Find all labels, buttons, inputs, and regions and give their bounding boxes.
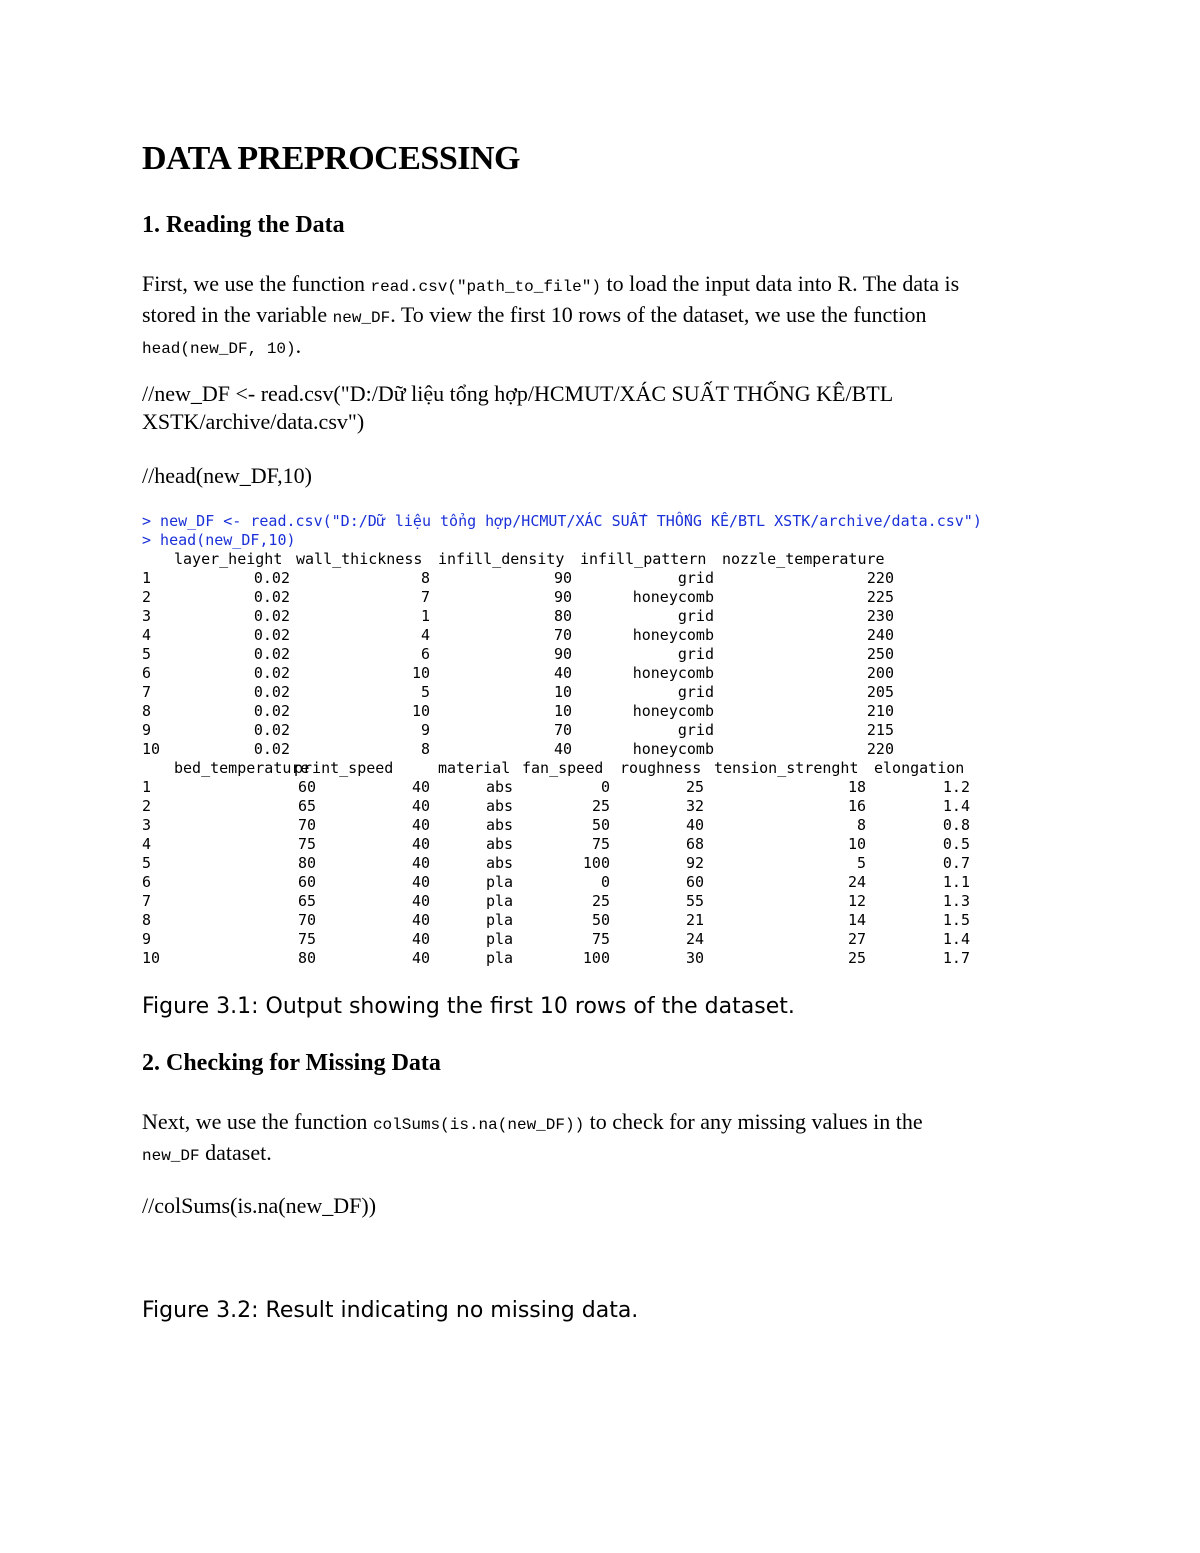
table-cell: 240 bbox=[866, 626, 894, 644]
section-1-heading: 1. Reading the Data bbox=[142, 212, 345, 238]
table-cell: 40 bbox=[411, 873, 430, 891]
column-header: bed_temperature bbox=[174, 759, 310, 777]
table-cell: 4 bbox=[420, 626, 430, 644]
table-cell: 60 bbox=[297, 778, 316, 796]
row-index: 10 bbox=[142, 740, 161, 758]
table-cell: 1.3 bbox=[942, 892, 970, 910]
table-cell: abs bbox=[486, 797, 514, 815]
table-cell: 0.5 bbox=[942, 835, 970, 853]
paragraph-line-3: head(new_DF, 10). bbox=[142, 333, 302, 358]
row-index: 1 bbox=[142, 778, 152, 796]
code-comment-colsums: //colSums(is.na(new_DF)) bbox=[142, 1193, 377, 1218]
table-cell: 50 bbox=[591, 816, 610, 834]
table-cell: 100 bbox=[582, 854, 610, 872]
table-cell: grid bbox=[677, 721, 714, 739]
table-cell: abs bbox=[486, 778, 514, 796]
table-cell: 27 bbox=[847, 930, 866, 948]
paragraph-line-2: new_DF dataset. bbox=[142, 1140, 272, 1165]
table-cell: abs bbox=[486, 854, 514, 872]
table-cell: 70 bbox=[553, 721, 572, 739]
table-cell: 220 bbox=[866, 569, 894, 587]
table-row bbox=[142, 949, 1042, 968]
table-cell: 40 bbox=[411, 892, 430, 910]
table-cell: 10 bbox=[553, 683, 572, 701]
table-cell: 40 bbox=[553, 740, 572, 758]
table-cell: 0.02 bbox=[253, 664, 290, 682]
table-row bbox=[142, 835, 1042, 854]
page-title: DATA PREPROCESSING bbox=[142, 140, 520, 177]
table-row bbox=[142, 626, 1042, 645]
paragraph-line-1: Next, we use the function colSums(is.na(new_DF)) to check for any missing values in the bbox=[142, 1109, 923, 1134]
table-cell: 16 bbox=[847, 797, 866, 815]
table-cell: 68 bbox=[685, 835, 704, 853]
table-cell: grid bbox=[677, 607, 714, 625]
table-cell: 75 bbox=[591, 835, 610, 853]
code-comment-read-csv bbox=[142, 380, 893, 436]
row-index: 7 bbox=[142, 892, 152, 910]
table-cell: 32 bbox=[685, 797, 704, 815]
table-cell: 8 bbox=[420, 569, 430, 587]
table-cell: 40 bbox=[553, 664, 572, 682]
table-cell: abs bbox=[486, 816, 514, 834]
table-cell: 5 bbox=[420, 683, 430, 701]
table-row bbox=[142, 797, 1042, 816]
table-cell: 70 bbox=[553, 626, 572, 644]
table-cell: 80 bbox=[297, 854, 316, 872]
table-cell: 14 bbox=[847, 911, 866, 929]
table-cell: 215 bbox=[866, 721, 894, 739]
table-cell: 0.02 bbox=[253, 626, 290, 644]
table-cell: 1.2 bbox=[942, 778, 970, 796]
table-cell: 1.7 bbox=[942, 949, 970, 967]
table-cell: 9 bbox=[420, 721, 430, 739]
table-cell: 1.4 bbox=[942, 797, 970, 815]
column-header: layer_height bbox=[174, 550, 283, 568]
table-cell: 1 bbox=[420, 607, 430, 625]
table-cell: 1.5 bbox=[942, 911, 970, 929]
table-cell: 1.1 bbox=[942, 873, 970, 891]
table-cell: 70 bbox=[297, 816, 316, 834]
table-cell: 0.02 bbox=[253, 740, 290, 758]
table-row bbox=[142, 588, 1042, 607]
table-cell: 40 bbox=[411, 911, 430, 929]
table-cell: 100 bbox=[582, 949, 610, 967]
row-index: 6 bbox=[142, 664, 152, 682]
row-index: 7 bbox=[142, 683, 152, 701]
table-cell: 0 bbox=[600, 873, 610, 891]
section-1-paragraph bbox=[142, 270, 959, 363]
row-index: 3 bbox=[142, 816, 152, 834]
table-cell: 250 bbox=[866, 645, 894, 663]
table-cell: 75 bbox=[297, 835, 316, 853]
column-header: infill_pattern bbox=[580, 550, 707, 568]
table-cell: 205 bbox=[866, 683, 894, 701]
r-console-output bbox=[142, 508, 1042, 970]
table-cell: 8 bbox=[420, 740, 430, 758]
table-row bbox=[142, 873, 1042, 892]
table-row bbox=[142, 911, 1042, 930]
table-row bbox=[142, 702, 1042, 721]
table-row bbox=[142, 645, 1042, 664]
row-index: 1 bbox=[142, 569, 152, 587]
table-cell: 0.02 bbox=[253, 721, 290, 739]
table-cell: 55 bbox=[685, 892, 704, 910]
table-1-header-row bbox=[142, 550, 1042, 569]
table-cell: 220 bbox=[866, 740, 894, 758]
table-cell: pla bbox=[486, 949, 514, 967]
column-header: fan_speed bbox=[522, 759, 604, 777]
table-cell: 0.7 bbox=[942, 854, 970, 872]
table-cell: 60 bbox=[685, 873, 704, 891]
table-2-header-row bbox=[142, 759, 1042, 778]
paragraph-line-1: First, we use the function read.csv("path_to_file") to load the input data into R. The data is bbox=[142, 271, 960, 296]
table-cell: grid bbox=[677, 645, 714, 663]
table-cell: 24 bbox=[847, 873, 866, 891]
table-cell: 7 bbox=[420, 588, 430, 606]
table-cell: 18 bbox=[847, 778, 866, 796]
section-2-heading: 2. Checking for Missing Data bbox=[142, 1050, 441, 1076]
table-row bbox=[142, 607, 1042, 626]
paragraph-line-2: stored in the variable new_DF. To view the first 10 rows of the dataset, we use the function bbox=[142, 302, 927, 327]
table-cell: grid bbox=[677, 569, 714, 587]
table-cell: 0.02 bbox=[253, 569, 290, 587]
row-index: 5 bbox=[142, 854, 152, 872]
table-cell: honeycomb bbox=[632, 588, 714, 606]
section-2-paragraph bbox=[142, 1108, 923, 1170]
table-cell: 10 bbox=[411, 664, 430, 682]
table-row bbox=[142, 721, 1042, 740]
table-cell: 8 bbox=[856, 816, 866, 834]
table-row bbox=[142, 892, 1042, 911]
code-comment-head: //head(new_DF,10) bbox=[142, 463, 312, 488]
column-header: roughness bbox=[620, 759, 702, 777]
table-cell: 40 bbox=[685, 816, 704, 834]
column-header: wall_thickness bbox=[296, 550, 423, 568]
table-cell: 40 bbox=[411, 797, 430, 815]
table-cell: 75 bbox=[591, 930, 610, 948]
table-cell: pla bbox=[486, 892, 514, 910]
table-cell: honeycomb bbox=[632, 664, 714, 682]
table-cell: 30 bbox=[685, 949, 704, 967]
table-cell: 25 bbox=[847, 949, 866, 967]
table-cell: 40 bbox=[411, 949, 430, 967]
row-index: 6 bbox=[142, 873, 152, 891]
row-index: 9 bbox=[142, 930, 152, 948]
table-cell: 0.02 bbox=[253, 607, 290, 625]
table-cell: honeycomb bbox=[632, 702, 714, 720]
table-row bbox=[142, 569, 1042, 588]
table-cell: 200 bbox=[866, 664, 894, 682]
table-cell: honeycomb bbox=[632, 626, 714, 644]
table-cell: 230 bbox=[866, 607, 894, 625]
table-cell: 0 bbox=[600, 778, 610, 796]
table-cell: grid bbox=[677, 683, 714, 701]
row-index: 2 bbox=[142, 588, 152, 606]
table-cell: 75 bbox=[297, 930, 316, 948]
row-index: 5 bbox=[142, 645, 152, 663]
table-row bbox=[142, 854, 1042, 873]
column-header: tension_strenght bbox=[714, 759, 859, 777]
table-cell: 25 bbox=[591, 892, 610, 910]
row-index: 8 bbox=[142, 911, 152, 929]
row-index: 8 bbox=[142, 702, 152, 720]
table-cell: 0.02 bbox=[253, 588, 290, 606]
table-row bbox=[142, 664, 1042, 683]
table-cell: 1.4 bbox=[942, 930, 970, 948]
table-cell: 65 bbox=[297, 892, 316, 910]
table-cell: 40 bbox=[411, 835, 430, 853]
comment-line-1: //new_DF <- read.csv("D:/Dữ liệu tổng hợp/HCMUT/XÁC SUẤT THỐNG KÊ/BTL bbox=[142, 381, 894, 406]
table-cell: 10 bbox=[553, 702, 572, 720]
table-row bbox=[142, 816, 1042, 835]
figure-3-1-caption: Figure 3.1: Output showing the first 10 rows of the dataset. bbox=[142, 994, 795, 1019]
table-cell: 50 bbox=[591, 911, 610, 929]
row-index: 4 bbox=[142, 835, 152, 853]
column-header: material bbox=[438, 759, 511, 777]
table-cell: 5 bbox=[856, 854, 866, 872]
table-cell: 12 bbox=[847, 892, 866, 910]
table-cell: 24 bbox=[685, 930, 704, 948]
column-header: nozzle_temperature bbox=[722, 550, 885, 568]
table-cell: honeycomb bbox=[632, 740, 714, 758]
row-index: 9 bbox=[142, 721, 152, 739]
table-cell: 90 bbox=[553, 645, 572, 663]
column-header: elongation bbox=[874, 759, 965, 777]
row-index: 4 bbox=[142, 626, 152, 644]
console-command-head: > head(new_DF,10) bbox=[142, 531, 296, 549]
table-cell: 25 bbox=[591, 797, 610, 815]
row-index: 2 bbox=[142, 797, 152, 815]
comment-line-2: XSTK/archive/data.csv") bbox=[142, 409, 365, 434]
table-cell: 10 bbox=[847, 835, 866, 853]
table-cell: 80 bbox=[553, 607, 572, 625]
table-cell: 90 bbox=[553, 588, 572, 606]
table-row bbox=[142, 740, 1042, 759]
table-cell: 40 bbox=[411, 778, 430, 796]
table-cell: 10 bbox=[411, 702, 430, 720]
table-cell: 90 bbox=[553, 569, 572, 587]
table-cell: 92 bbox=[685, 854, 704, 872]
table-row bbox=[142, 930, 1042, 949]
table-cell: 21 bbox=[685, 911, 704, 929]
table-cell: 25 bbox=[685, 778, 704, 796]
table-cell: pla bbox=[486, 873, 514, 891]
table-cell: 40 bbox=[411, 854, 430, 872]
console-command-read: > new_DF <- read.csv("D:/Dữ liệu tổng hợp/HCMUT/XÁC SUẤT THỐNG KÊ/BTL XSTK/archive/data.csv") bbox=[142, 512, 982, 530]
table-cell: 70 bbox=[297, 911, 316, 929]
column-header: infill_density bbox=[438, 550, 565, 568]
figure-3-2-caption: Figure 3.2: Result indicating no missing data. bbox=[142, 1298, 639, 1323]
row-index: 3 bbox=[142, 607, 152, 625]
table-cell: 60 bbox=[297, 873, 316, 891]
table-row bbox=[142, 778, 1042, 797]
table-cell: 6 bbox=[420, 645, 430, 663]
table-cell: 225 bbox=[866, 588, 894, 606]
table-cell: abs bbox=[486, 835, 514, 853]
table-cell: 0.02 bbox=[253, 683, 290, 701]
table-cell: 40 bbox=[411, 816, 430, 834]
column-header: print_speed bbox=[294, 759, 394, 777]
table-row bbox=[142, 683, 1042, 702]
table-cell: 65 bbox=[297, 797, 316, 815]
table-cell: 0.8 bbox=[942, 816, 970, 834]
table-cell: 0.02 bbox=[253, 645, 290, 663]
table-cell: 40 bbox=[411, 930, 430, 948]
table-cell: pla bbox=[486, 911, 514, 929]
row-index: 10 bbox=[142, 949, 161, 967]
table-cell: 210 bbox=[866, 702, 894, 720]
table-cell: 80 bbox=[297, 949, 316, 967]
table-cell: pla bbox=[486, 930, 514, 948]
table-cell: 0.02 bbox=[253, 702, 290, 720]
